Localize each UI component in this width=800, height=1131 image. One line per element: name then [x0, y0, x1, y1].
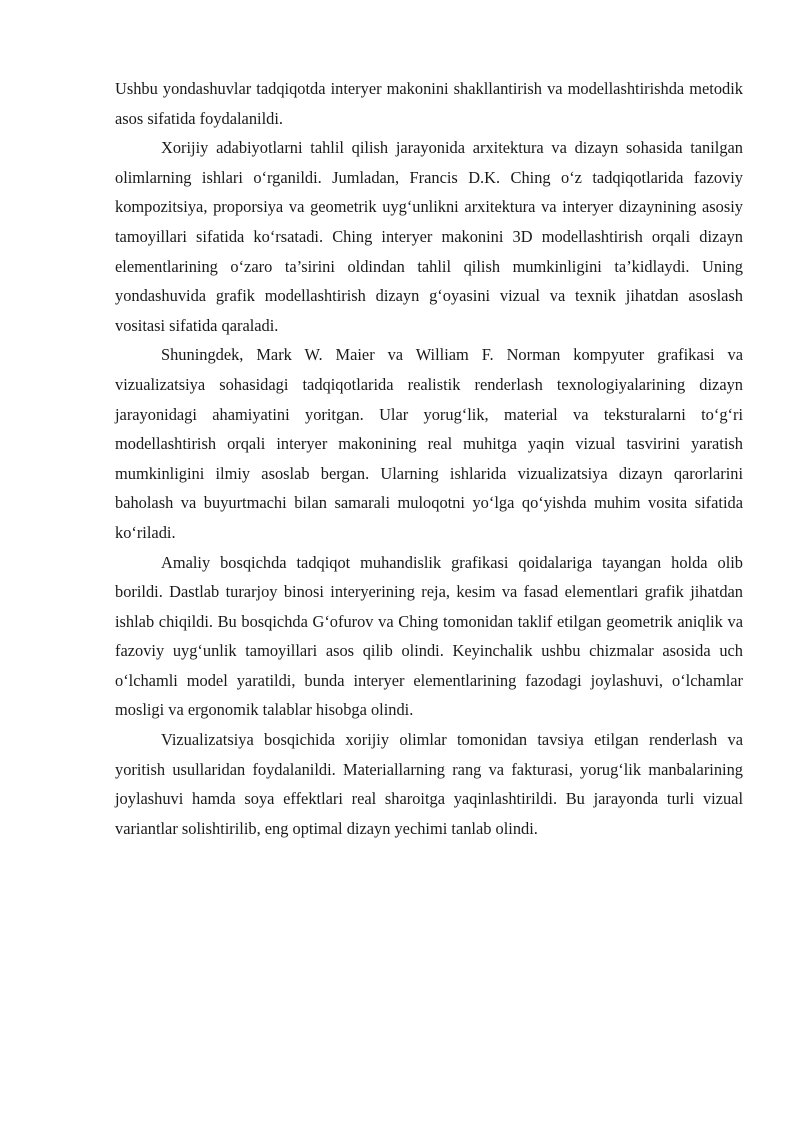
paragraph-continuation: Ushbu yondashuvlar tadqiqotda interyer makonini shakllantirish va modellashtirishda metodik asos sifatida foydalanildi.: [115, 79, 743, 128]
document-body: [115, 74, 743, 843]
paragraph-foreign-literature: Xorijiy adabiyotlarni tahlil qilish jarayonida arxitektura va dizayn sohasida tanilgan olimlarning ishlari o‘rganildi. Jumladan, Francis D.K. Ching o‘z tadqiqotlarida fazoviy kompozitsiya, proporsiya va geometrik uyg‘unlikni arxitektura va interyer dizaynining asosiy tamoyillari sifatida ko‘rsatadi. Ching interyer makonini 3D modellashtirish orqali dizayn elementlarining o‘zaro ta’sirini oldindan tahlil qilish mumkinligini ta’kidlaydi. Uning yondashuvida grafik modellashtirish dizayn g‘oyasini vizual va texnik jihatdan asoslash vositasi sifatida qaraladi.: [115, 138, 743, 335]
paragraph-visualization-stage: Vizualizatsiya bosqichida xorijiy olimlar tomonidan tavsiya etilgan renderlash va yoritish usullaridan foydalanildi. Materiallarning rang va fakturasi, yorug‘lik manbalarining joylashuvi hamda soya effektlari real sharoitga yaqinlashtirildi. Bu jarayonda turli vizual variantlar solishtirilib, eng optimal dizayn yechimi tanlab olindi.: [115, 730, 743, 838]
paragraph-rendering-research: Shuningdek, Mark W. Maier va William F. Norman kompyuter grafikasi va vizualizatsiya sohasidagi tadqiqotlarida realistik renderlash texnologiyalarining dizayn jarayonidagi ahamiyatini yoritgan. Ular yorug‘lik, material va teksturalarni to‘g‘ri modellashtirish orqali interyer makonining real muhitga yaqin vizual tasvirini yaratish mumkinligini ilmiy asoslab bergan. Ularning ishlarida vizualizatsiya dizayn qarorlarini baholash va buyurtmachi bilan samarali muloqotni yo‘lga qo‘yishda muhim vosita sifatida ko‘riladi.: [115, 345, 743, 542]
paragraph-practical-stage: Amaliy bosqichda tadqiqot muhandislik grafikasi qoidalariga tayangan holda olib borildi. Dastlab turarjoy binosi interyerining reja, kesim va fasad elementlari grafik jihatdan ishlab chiqildi. Bu bosqichda G‘ofurov va Ching tomonidan taklif etilgan geometrik aniqlik va fazoviy uyg‘unlik tamoyillari asos qilib olindi. Keyinchalik ushbu chizmalar asosida uch o‘lchamli model yaratildi, bunda interyer elementlarining fazodagi joylashuvi, o‘lchamlar mosligi va ergonomik talablar hisobga olindi.: [115, 552, 743, 720]
